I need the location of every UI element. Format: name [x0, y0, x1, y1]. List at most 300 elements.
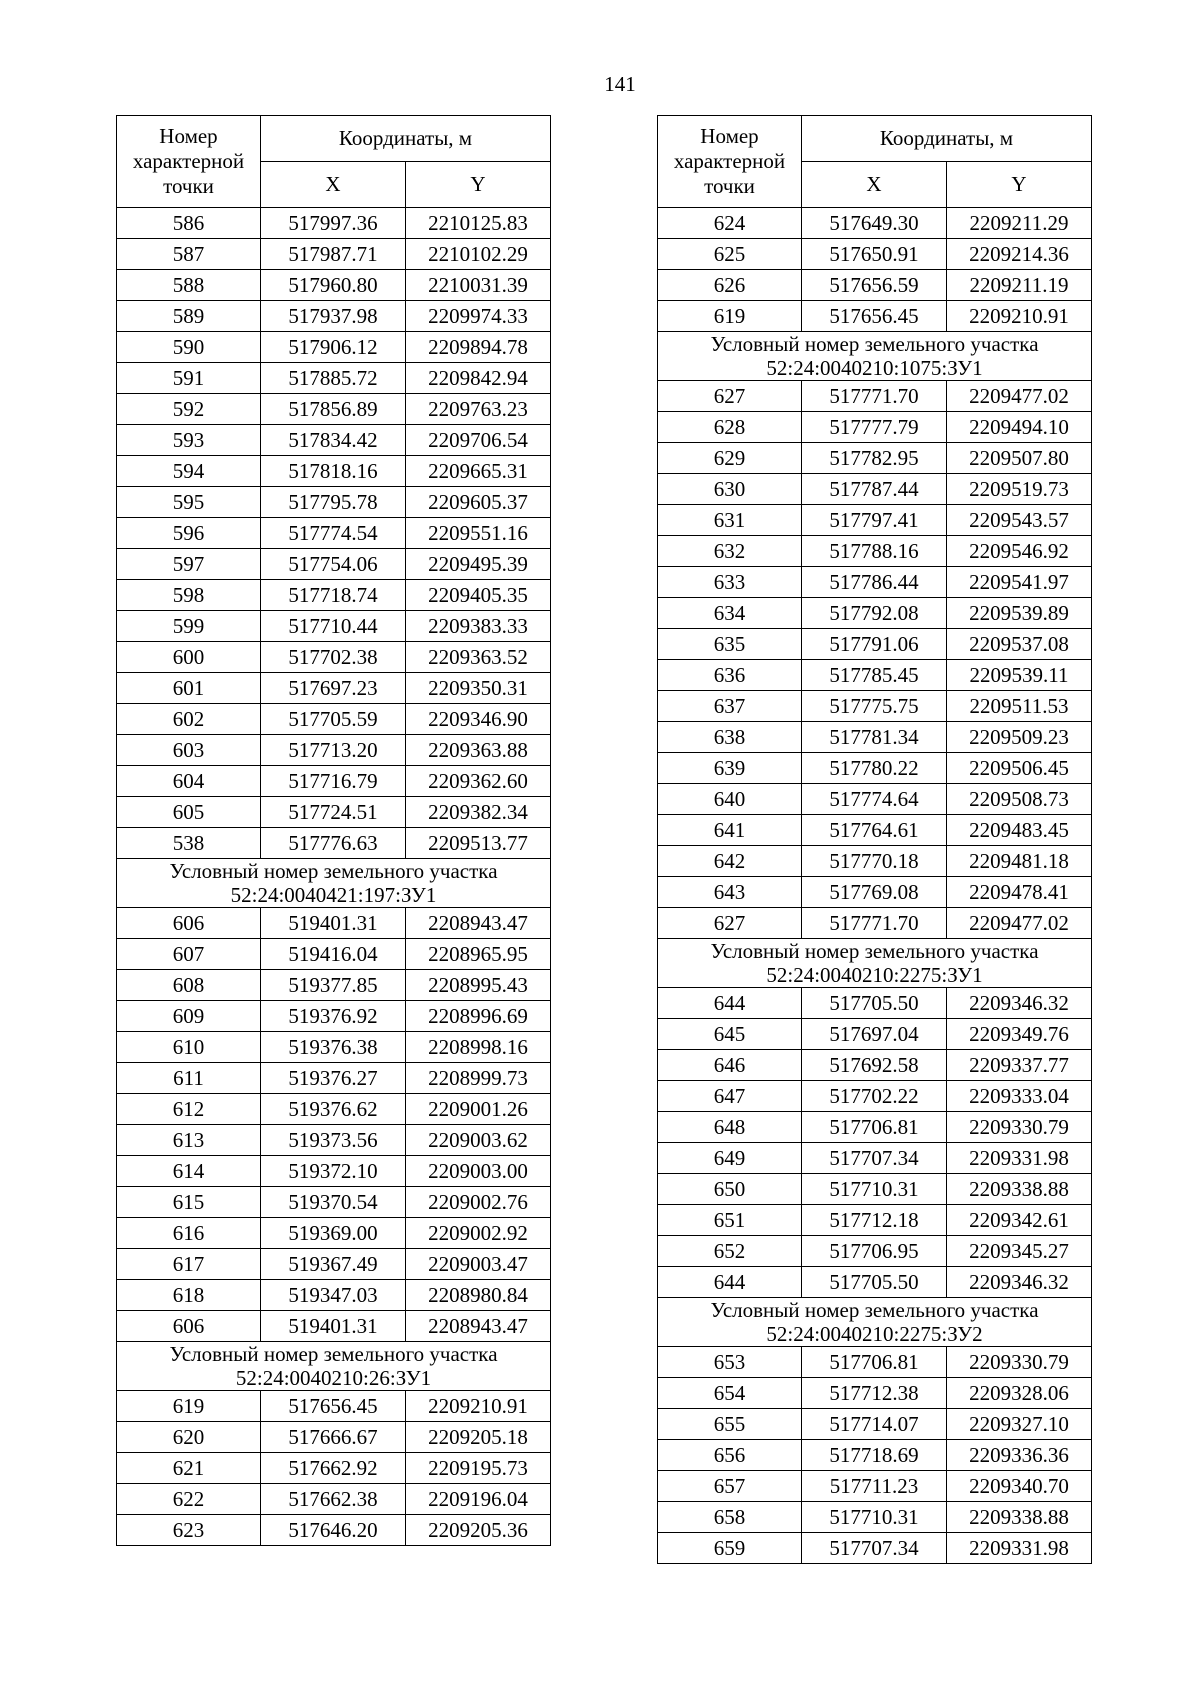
table-row [658, 753, 1092, 784]
y-coordinate-cell: 2209331.98 [947, 1143, 1092, 1174]
table-row [117, 642, 551, 673]
y-coordinate-cell: 2209513.77 [406, 828, 551, 859]
parcel-cadastral-number: 52:24:0040210:2275:ЗУ1 [766, 963, 983, 987]
x-coordinate-cell: 517818.16 [261, 456, 406, 487]
table-row [117, 828, 551, 859]
table-row [117, 735, 551, 766]
parcel-section-row [658, 1298, 1092, 1347]
table-row [658, 691, 1092, 722]
table-row [658, 1409, 1092, 1440]
point-number-cell: 608 [117, 970, 261, 1001]
table-row [117, 425, 551, 456]
table-row [117, 1187, 551, 1218]
point-number-cell: 596 [117, 518, 261, 549]
x-coordinate-cell: 517776.63 [261, 828, 406, 859]
point-number-cell: 609 [117, 1001, 261, 1032]
table-row [117, 487, 551, 518]
point-number-cell: 640 [658, 784, 802, 815]
point-number-cell: 654 [658, 1378, 802, 1409]
y-coordinate-cell: 2209481.18 [947, 846, 1092, 877]
point-number-cell: 648 [658, 1112, 802, 1143]
x-coordinate-cell: 517782.95 [802, 443, 947, 474]
point-number-cell: 657 [658, 1471, 802, 1502]
x-coordinate-cell: 519376.27 [261, 1063, 406, 1094]
parcel-cadastral-number: 52:24:0040210:2275:ЗУ2 [766, 1322, 983, 1346]
x-coordinate-cell: 517786.44 [802, 567, 947, 598]
table-row [658, 1081, 1092, 1112]
point-number-cell: 590 [117, 332, 261, 363]
table-row [658, 567, 1092, 598]
table-row [658, 1143, 1092, 1174]
y-coordinate-cell: 2209477.02 [947, 381, 1092, 412]
point-number-cell: 643 [658, 877, 802, 908]
x-coordinate-cell: 519376.62 [261, 1094, 406, 1125]
table-row [117, 1422, 551, 1453]
point-number-cell: 633 [658, 567, 802, 598]
y-coordinate-cell: 2209494.10 [947, 412, 1092, 443]
table-row [658, 536, 1092, 567]
y-coordinate-cell: 2209405.35 [406, 580, 551, 611]
point-number-cell: 646 [658, 1050, 802, 1081]
x-coordinate-cell: 517697.23 [261, 673, 406, 704]
x-coordinate-cell: 519401.31 [261, 908, 406, 939]
y-coordinate-cell: 2210102.29 [406, 239, 551, 270]
header-point-number: Номер характерной точки [658, 116, 802, 208]
table-row [117, 332, 551, 363]
point-number-cell: 658 [658, 1502, 802, 1533]
y-coordinate-cell: 2209541.97 [947, 567, 1092, 598]
x-coordinate-cell: 517649.30 [802, 208, 947, 239]
y-coordinate-cell: 2209509.23 [947, 722, 1092, 753]
y-coordinate-cell: 2209338.88 [947, 1174, 1092, 1205]
table-row [117, 1063, 551, 1094]
y-coordinate-cell: 2209196.04 [406, 1484, 551, 1515]
point-number-cell: 628 [658, 412, 802, 443]
point-number-cell: 617 [117, 1249, 261, 1280]
x-coordinate-cell: 517856.89 [261, 394, 406, 425]
y-coordinate-cell: 2209346.32 [947, 1267, 1092, 1298]
table-row [117, 270, 551, 301]
x-coordinate-cell: 517906.12 [261, 332, 406, 363]
y-coordinate-cell: 2209477.02 [947, 908, 1092, 939]
point-number-cell: 605 [117, 797, 261, 828]
point-number-cell: 645 [658, 1019, 802, 1050]
x-coordinate-cell: 517662.92 [261, 1453, 406, 1484]
point-number-cell: 649 [658, 1143, 802, 1174]
x-coordinate-cell: 517714.07 [802, 1409, 947, 1440]
point-number-cell: 619 [117, 1391, 261, 1422]
y-coordinate-cell: 2209336.36 [947, 1440, 1092, 1471]
y-coordinate-cell: 2209506.45 [947, 753, 1092, 784]
y-coordinate-cell: 2209211.29 [947, 208, 1092, 239]
x-coordinate-cell: 517937.98 [261, 301, 406, 332]
table-row [117, 580, 551, 611]
x-coordinate-cell: 517656.59 [802, 270, 947, 301]
parcel-heading-label: Условный номер земельного участка [710, 1298, 1039, 1322]
parcel-heading [117, 859, 551, 908]
y-coordinate-cell: 2208980.84 [406, 1280, 551, 1311]
y-coordinate-cell: 2208943.47 [406, 1311, 551, 1342]
point-number-cell: 621 [117, 1453, 261, 1484]
table-row [658, 877, 1092, 908]
y-coordinate-cell: 2209210.91 [406, 1391, 551, 1422]
x-coordinate-cell: 519367.49 [261, 1249, 406, 1280]
point-number-cell: 644 [658, 1267, 802, 1298]
y-coordinate-cell: 2209350.31 [406, 673, 551, 704]
parcel-heading [117, 1342, 551, 1391]
page-number: 141 [604, 72, 636, 96]
x-coordinate-cell: 517885.72 [261, 363, 406, 394]
parcel-cadastral-number: 52:24:0040421:197:ЗУ1 [230, 883, 437, 907]
y-coordinate-cell: 2209519.73 [947, 474, 1092, 505]
y-coordinate-cell: 2210031.39 [406, 270, 551, 301]
table-row [658, 443, 1092, 474]
point-number-cell: 638 [658, 722, 802, 753]
table-row [658, 784, 1092, 815]
point-number-cell: 653 [658, 1347, 802, 1378]
x-coordinate-cell: 517785.45 [802, 660, 947, 691]
y-coordinate-cell: 2208943.47 [406, 908, 551, 939]
y-coordinate-cell: 2209483.45 [947, 815, 1092, 846]
x-coordinate-cell: 517710.31 [802, 1502, 947, 1533]
table-row [117, 704, 551, 735]
header-coordinates: Координаты, м [802, 116, 1092, 162]
y-coordinate-cell: 2209003.00 [406, 1156, 551, 1187]
y-coordinate-cell: 2209330.79 [947, 1112, 1092, 1143]
point-number-cell: 600 [117, 642, 261, 673]
y-coordinate-cell: 2209330.79 [947, 1347, 1092, 1378]
x-coordinate-cell: 517795.78 [261, 487, 406, 518]
y-coordinate-cell: 2209349.76 [947, 1019, 1092, 1050]
table-row [117, 1156, 551, 1187]
y-coordinate-cell: 2209333.04 [947, 1081, 1092, 1112]
y-coordinate-cell: 2209539.11 [947, 660, 1092, 691]
x-coordinate-cell: 517712.18 [802, 1205, 947, 1236]
table-row [117, 549, 551, 580]
y-coordinate-cell: 2209511.53 [947, 691, 1092, 722]
y-coordinate-cell: 2209543.57 [947, 505, 1092, 536]
y-coordinate-cell: 2209214.36 [947, 239, 1092, 270]
point-number-cell: 642 [658, 846, 802, 877]
x-coordinate-cell: 517706.95 [802, 1236, 947, 1267]
point-number-cell: 652 [658, 1236, 802, 1267]
y-coordinate-cell: 2209706.54 [406, 425, 551, 456]
x-coordinate-cell: 517769.08 [802, 877, 947, 908]
point-number-cell: 639 [658, 753, 802, 784]
point-number-cell: 607 [117, 939, 261, 970]
point-number-cell: 631 [658, 505, 802, 536]
parcel-cadastral-number: 52:24:0040210:26:ЗУ1 [235, 1366, 432, 1390]
y-coordinate-cell: 2209551.16 [406, 518, 551, 549]
table-row [117, 611, 551, 642]
x-coordinate-cell: 517702.22 [802, 1081, 947, 1112]
x-coordinate-cell: 517706.81 [802, 1347, 947, 1378]
x-coordinate-cell: 517707.34 [802, 1143, 947, 1174]
table-row [117, 394, 551, 425]
x-coordinate-cell: 517718.74 [261, 580, 406, 611]
x-coordinate-cell: 517770.18 [802, 846, 947, 877]
point-number-cell: 606 [117, 908, 261, 939]
table-row [117, 301, 551, 332]
point-number-cell: 620 [117, 1422, 261, 1453]
y-coordinate-cell: 2209001.26 [406, 1094, 551, 1125]
y-coordinate-cell: 2209763.23 [406, 394, 551, 425]
x-coordinate-cell: 517788.16 [802, 536, 947, 567]
y-coordinate-cell: 2209195.73 [406, 1453, 551, 1484]
table-row [117, 1280, 551, 1311]
table-row [658, 1205, 1092, 1236]
table-row [658, 208, 1092, 239]
y-coordinate-cell: 2208995.43 [406, 970, 551, 1001]
x-coordinate-cell: 517656.45 [261, 1391, 406, 1422]
point-number-cell: 647 [658, 1081, 802, 1112]
x-coordinate-cell: 517705.50 [802, 1267, 947, 1298]
y-coordinate-cell: 2209337.77 [947, 1050, 1092, 1081]
point-number-cell: 616 [117, 1218, 261, 1249]
table-row [658, 1347, 1092, 1378]
y-coordinate-cell: 2209331.98 [947, 1533, 1092, 1564]
point-number-cell: 656 [658, 1440, 802, 1471]
point-number-cell: 587 [117, 239, 261, 270]
point-number-cell: 594 [117, 456, 261, 487]
point-number-cell: 637 [658, 691, 802, 722]
table-row [658, 629, 1092, 660]
table-row [658, 474, 1092, 505]
point-number-cell: 591 [117, 363, 261, 394]
point-number-cell: 655 [658, 1409, 802, 1440]
point-number-cell: 599 [117, 611, 261, 642]
table-row [658, 1174, 1092, 1205]
table-row [117, 456, 551, 487]
point-number-cell: 606 [117, 1311, 261, 1342]
point-number-cell: 619 [658, 301, 802, 332]
point-number-cell: 625 [658, 239, 802, 270]
table-row [658, 660, 1092, 691]
x-coordinate-cell: 517780.22 [802, 753, 947, 784]
y-coordinate-cell: 2209210.91 [947, 301, 1092, 332]
x-coordinate-cell: 517764.61 [802, 815, 947, 846]
x-coordinate-cell: 517692.58 [802, 1050, 947, 1081]
y-coordinate-cell: 2209338.88 [947, 1502, 1092, 1533]
x-coordinate-cell: 519372.10 [261, 1156, 406, 1187]
table-row [117, 766, 551, 797]
y-coordinate-cell: 2209665.31 [406, 456, 551, 487]
table-row [117, 1249, 551, 1280]
table-row [658, 1050, 1092, 1081]
point-number-cell: 586 [117, 208, 261, 239]
parcel-section-row [117, 1342, 551, 1391]
point-number-cell: 604 [117, 766, 261, 797]
point-number-cell: 650 [658, 1174, 802, 1205]
table-row [658, 1019, 1092, 1050]
y-coordinate-cell: 2209363.88 [406, 735, 551, 766]
table-row [658, 1112, 1092, 1143]
y-coordinate-cell: 2209546.92 [947, 536, 1092, 567]
x-coordinate-cell: 517774.64 [802, 784, 947, 815]
y-coordinate-cell: 2208999.73 [406, 1063, 551, 1094]
table-row [117, 1218, 551, 1249]
header-x: X [261, 162, 406, 208]
y-coordinate-cell: 2209340.70 [947, 1471, 1092, 1502]
x-coordinate-cell: 517662.38 [261, 1484, 406, 1515]
point-number-cell: 612 [117, 1094, 261, 1125]
y-coordinate-cell: 2209507.80 [947, 443, 1092, 474]
table-row [658, 270, 1092, 301]
x-coordinate-cell: 517791.06 [802, 629, 947, 660]
x-coordinate-cell: 517707.34 [802, 1533, 947, 1564]
x-coordinate-cell: 517960.80 [261, 270, 406, 301]
point-number-cell: 626 [658, 270, 802, 301]
x-coordinate-cell: 517754.06 [261, 549, 406, 580]
point-number-cell: 589 [117, 301, 261, 332]
point-number-cell: 615 [117, 1187, 261, 1218]
point-number-cell: 641 [658, 815, 802, 846]
y-coordinate-cell: 2209508.73 [947, 784, 1092, 815]
table-row [658, 1471, 1092, 1502]
x-coordinate-cell: 517724.51 [261, 797, 406, 828]
x-coordinate-cell: 517774.54 [261, 518, 406, 549]
table-row [117, 1311, 551, 1342]
parcel-heading-label: Условный номер земельного участка [710, 939, 1039, 963]
coordinates-table-right [657, 115, 1092, 1564]
header-point-number: Номер характерной точки [117, 116, 261, 208]
point-number-cell: 597 [117, 549, 261, 580]
parcel-section-row [658, 939, 1092, 988]
y-coordinate-cell: 2209205.36 [406, 1515, 551, 1546]
table-row [117, 208, 551, 239]
y-coordinate-cell: 2209478.41 [947, 877, 1092, 908]
y-coordinate-cell: 2209842.94 [406, 363, 551, 394]
table-row [658, 1236, 1092, 1267]
point-number-cell: 601 [117, 673, 261, 704]
table-row [658, 1440, 1092, 1471]
y-coordinate-cell: 2210125.83 [406, 208, 551, 239]
point-number-cell: 593 [117, 425, 261, 456]
point-number-cell: 611 [117, 1063, 261, 1094]
y-coordinate-cell: 2209974.33 [406, 301, 551, 332]
table-row [658, 239, 1092, 270]
table-row [117, 1032, 551, 1063]
table-row [658, 505, 1092, 536]
point-number-cell: 644 [658, 988, 802, 1019]
y-coordinate-cell: 2209002.76 [406, 1187, 551, 1218]
y-coordinate-cell: 2209002.92 [406, 1218, 551, 1249]
x-coordinate-cell: 517656.45 [802, 301, 947, 332]
y-coordinate-cell: 2209346.90 [406, 704, 551, 735]
table-row [117, 1391, 551, 1422]
point-number-cell: 624 [658, 208, 802, 239]
table-row [658, 598, 1092, 629]
point-number-cell: 538 [117, 828, 261, 859]
x-coordinate-cell: 517706.81 [802, 1112, 947, 1143]
x-coordinate-cell: 517712.38 [802, 1378, 947, 1409]
header-coordinates: Координаты, м [261, 116, 551, 162]
x-coordinate-cell: 517666.67 [261, 1422, 406, 1453]
y-coordinate-cell: 2209539.89 [947, 598, 1092, 629]
y-coordinate-cell: 2209345.27 [947, 1236, 1092, 1267]
y-coordinate-cell: 2209382.34 [406, 797, 551, 828]
point-number-cell: 623 [117, 1515, 261, 1546]
table-row [117, 518, 551, 549]
x-coordinate-cell: 517797.41 [802, 505, 947, 536]
x-coordinate-cell: 517775.75 [802, 691, 947, 722]
x-coordinate-cell: 517987.71 [261, 239, 406, 270]
y-coordinate-cell: 2209363.52 [406, 642, 551, 673]
table-row [658, 301, 1092, 332]
y-coordinate-cell: 2209003.62 [406, 1125, 551, 1156]
point-number-cell: 636 [658, 660, 802, 691]
table-row [658, 1533, 1092, 1564]
parcel-section-row [658, 332, 1092, 381]
y-coordinate-cell: 2209205.18 [406, 1422, 551, 1453]
parcel-heading-label: Условный номер земельного участка [169, 859, 498, 883]
y-coordinate-cell: 2208965.95 [406, 939, 551, 970]
x-coordinate-cell: 519376.92 [261, 1001, 406, 1032]
table-row [658, 412, 1092, 443]
parcel-cadastral-number: 52:24:0040210:1075:ЗУ1 [766, 356, 983, 380]
y-coordinate-cell: 2209605.37 [406, 487, 551, 518]
parcel-heading-label: Условный номер земельного участка [710, 332, 1039, 356]
table-row [658, 381, 1092, 412]
y-coordinate-cell: 2209211.19 [947, 270, 1092, 301]
coordinates-table-left [116, 115, 551, 1546]
parcel-section-row [117, 859, 551, 908]
x-coordinate-cell: 517710.31 [802, 1174, 947, 1205]
table-row [658, 988, 1092, 1019]
x-coordinate-cell: 519347.03 [261, 1280, 406, 1311]
parcel-heading-label: Условный номер земельного участка [169, 1342, 498, 1366]
table-row [117, 1001, 551, 1032]
x-coordinate-cell: 519401.31 [261, 1311, 406, 1342]
table-row [117, 239, 551, 270]
point-number-cell: 635 [658, 629, 802, 660]
header-y: Y [947, 162, 1092, 208]
table-row [658, 846, 1092, 877]
table-row [117, 673, 551, 704]
table-row [117, 970, 551, 1001]
table-row [658, 722, 1092, 753]
point-number-cell: 595 [117, 487, 261, 518]
parcel-heading [658, 939, 1092, 988]
x-coordinate-cell: 517713.20 [261, 735, 406, 766]
y-coordinate-cell: 2209537.08 [947, 629, 1092, 660]
x-coordinate-cell: 517718.69 [802, 1440, 947, 1471]
y-coordinate-cell: 2208996.69 [406, 1001, 551, 1032]
x-coordinate-cell: 517777.79 [802, 412, 947, 443]
x-coordinate-cell: 517834.42 [261, 425, 406, 456]
header-y: Y [406, 162, 551, 208]
point-number-cell: 614 [117, 1156, 261, 1187]
x-coordinate-cell: 519376.38 [261, 1032, 406, 1063]
y-coordinate-cell: 2209346.32 [947, 988, 1092, 1019]
y-coordinate-cell: 2209495.39 [406, 549, 551, 580]
table-row [117, 1094, 551, 1125]
table-row [658, 1267, 1092, 1298]
x-coordinate-cell: 517705.59 [261, 704, 406, 735]
table-row [658, 1502, 1092, 1533]
x-coordinate-cell: 517650.91 [802, 239, 947, 270]
table-row [117, 797, 551, 828]
table-row [117, 1515, 551, 1546]
x-coordinate-cell: 517781.34 [802, 722, 947, 753]
point-number-cell: 618 [117, 1280, 261, 1311]
table-row [658, 1378, 1092, 1409]
x-coordinate-cell: 519377.85 [261, 970, 406, 1001]
y-coordinate-cell: 2208998.16 [406, 1032, 551, 1063]
header-x: X [802, 162, 947, 208]
x-coordinate-cell: 517997.36 [261, 208, 406, 239]
point-number-cell: 630 [658, 474, 802, 505]
